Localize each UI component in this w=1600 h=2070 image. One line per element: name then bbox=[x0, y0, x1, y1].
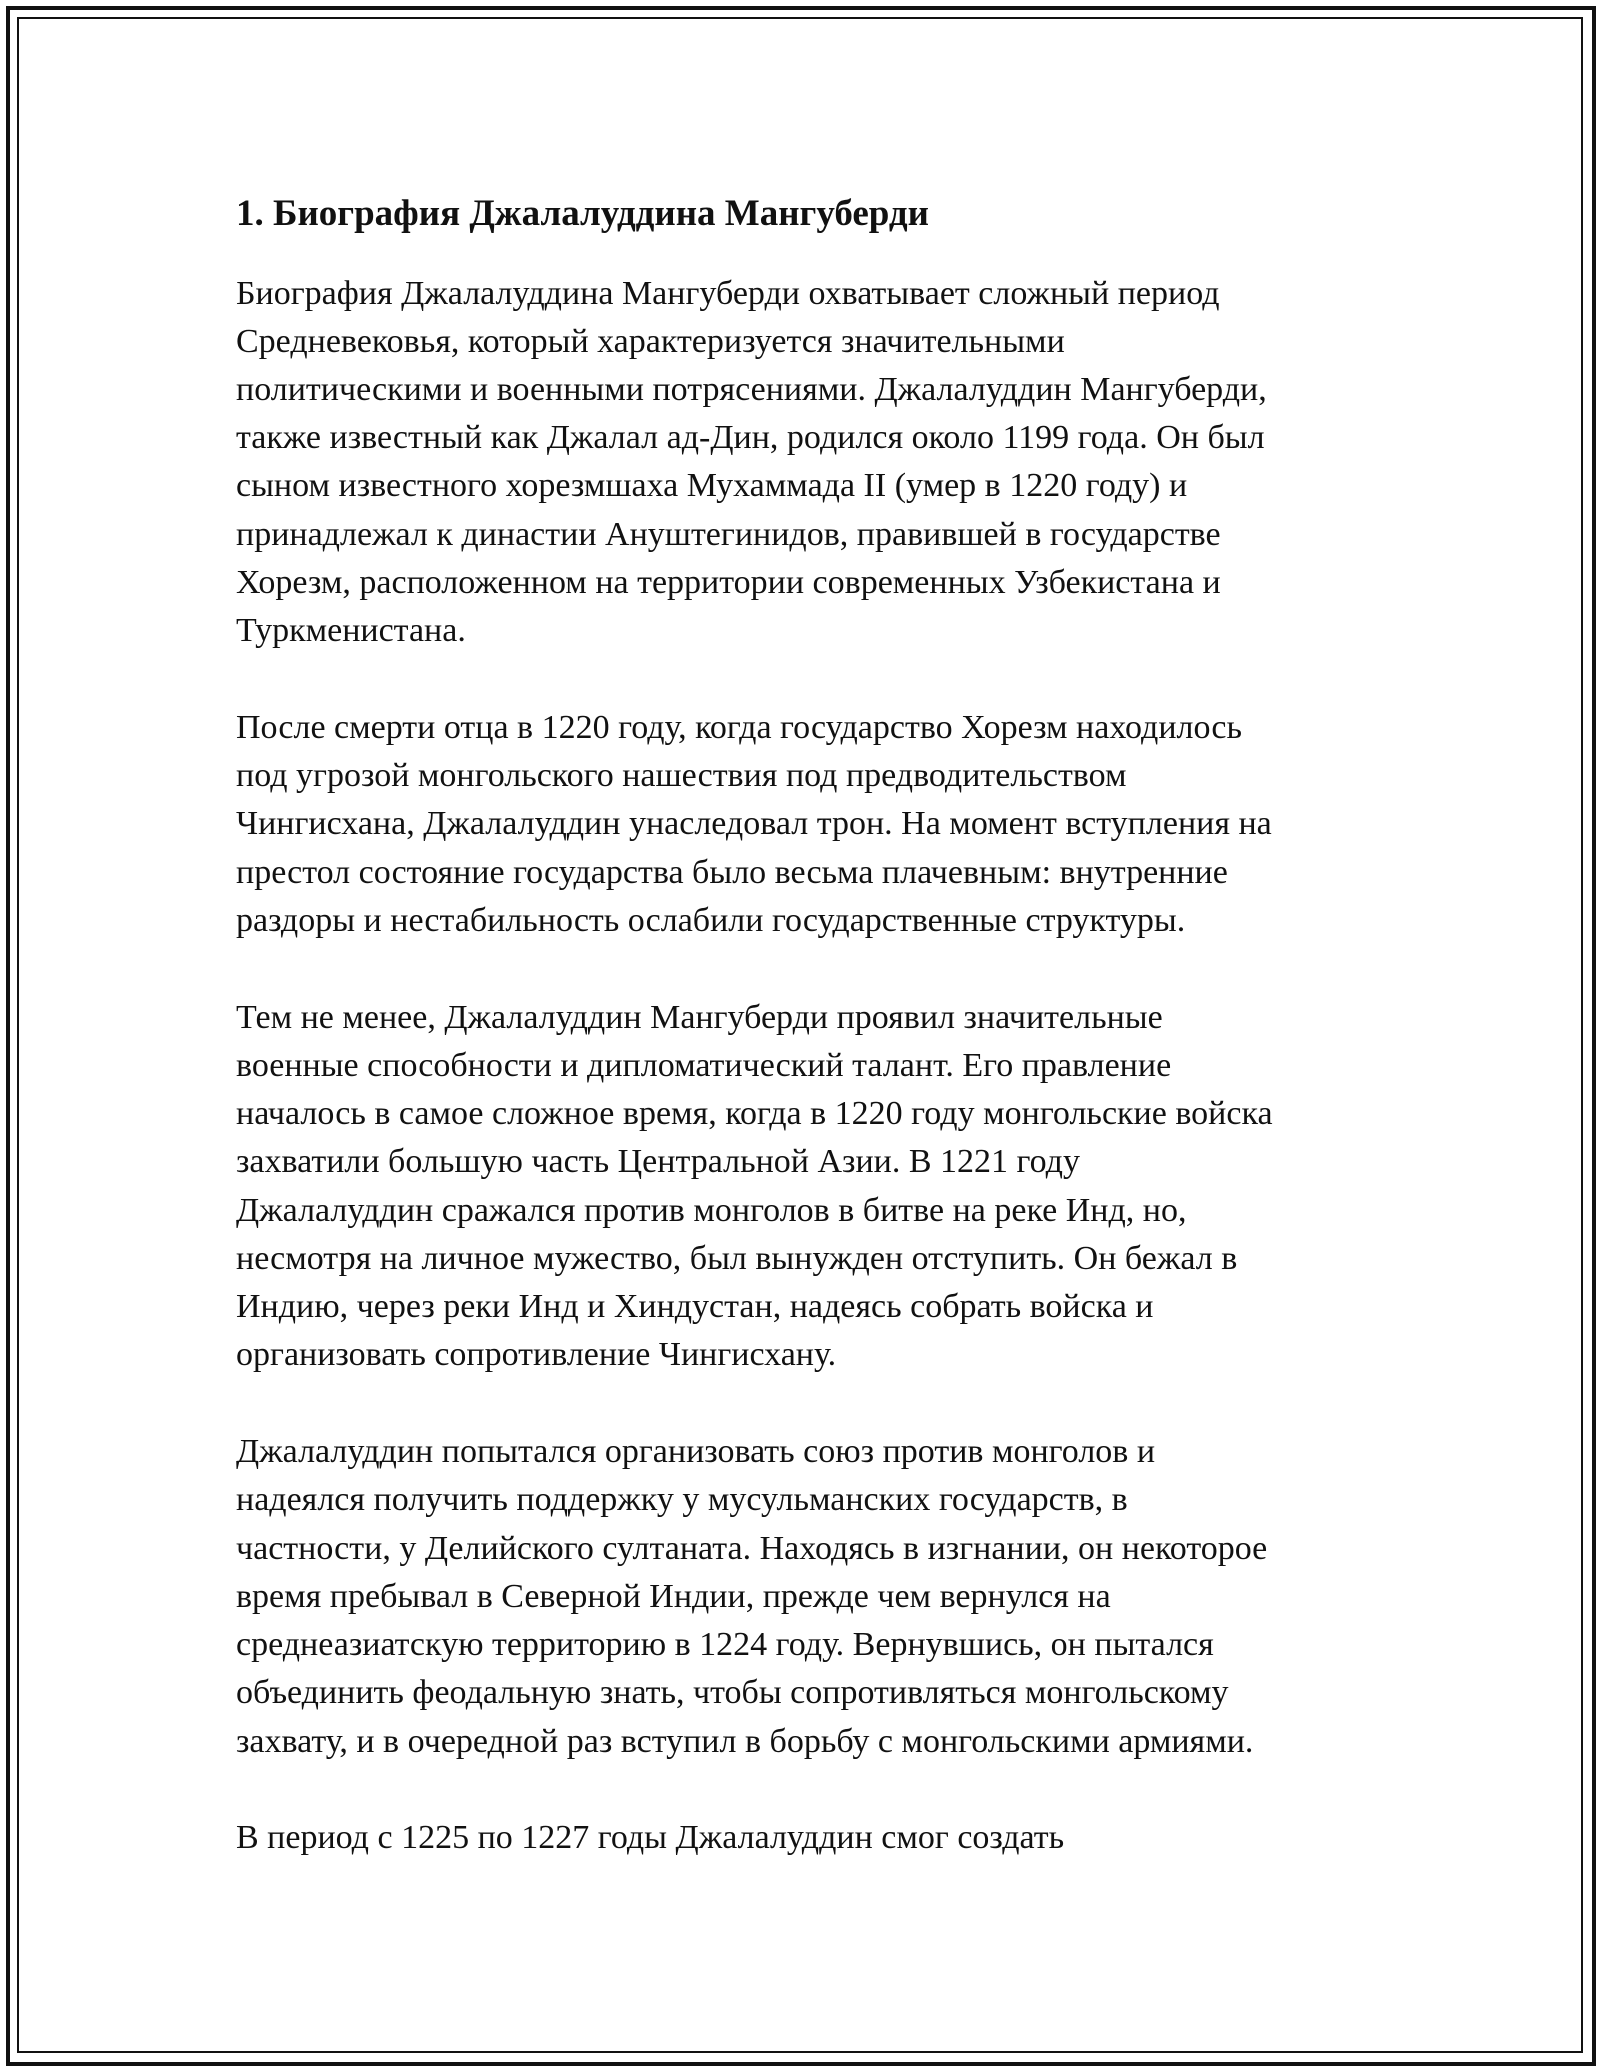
paragraph-3-line: военные способности и дипломатический талант. Его правление bbox=[236, 1047, 1172, 1084]
paragraph-1-line: сыном известного хорезмшаха Мухаммада II (умер в 1220 году) и bbox=[236, 467, 1188, 504]
paragraph-1-line: Средневековья, который характеризуется значительными bbox=[236, 323, 1065, 360]
paragraph-3-line: захватили большую часть Центральной Азии. В 1221 году bbox=[236, 1143, 1080, 1180]
paragraph-1-line: принадлежал к династии Ануштегинидов, правившей в государстве bbox=[236, 516, 1221, 553]
paragraph-3-line: Тем не менее, Джалалуддин Мангуберди проявил значительные bbox=[236, 999, 1163, 1036]
paragraph-5-line: В период с 1225 по 1227 годы Джалалуддин смог создать bbox=[236, 1819, 1065, 1856]
paragraph-3-line: Джалалуддин сражался против монголов в битве на реке Инд, но, bbox=[236, 1192, 1187, 1229]
paragraph-4-line: объединить феодальную знать, чтобы сопротивляться монгольскому bbox=[236, 1674, 1229, 1711]
paragraph-3-line: Индию, через реки Инд и Хиндустан, надеясь собрать войска и bbox=[236, 1288, 1154, 1325]
paragraph-2-line: престол состояние государства было весьма плачевным: внутренние bbox=[236, 854, 1228, 891]
paragraph-3-line: началось в самое сложное время, когда в 1220 году монгольские войска bbox=[236, 1095, 1273, 1132]
paragraph-4-line: частности, у Делийского султаната. Находясь в изгнании, он некоторое bbox=[236, 1530, 1268, 1567]
paragraph-4-line: захвату, и в очередной раз вступил в борьбу с монгольскими армиями. bbox=[236, 1723, 1254, 1760]
paragraph-1-line: Биография Джалалуддина Мангуберди охватывает сложный период bbox=[236, 275, 1220, 312]
paragraph-3-line: организовать сопротивление Чингисхану. bbox=[236, 1336, 837, 1373]
paragraph-4-line: время пребывал в Северной Индии, прежде чем вернулся на bbox=[236, 1578, 1111, 1615]
paragraph-4-line: среднеазиатскую территорию в 1224 году. Вернувшись, он пытался bbox=[236, 1626, 1214, 1663]
paragraph-1-line: также известный как Джалал ад-Дин, родился около 1199 года. Он был bbox=[236, 419, 1265, 456]
section-heading: 1. Биография Джалалуддина Мангуберди bbox=[236, 193, 929, 234]
paragraph-3-line: несмотря на личное мужество, был вынужден отступить. Он бежал в bbox=[236, 1240, 1238, 1277]
paragraph-4-line: надеялся получить поддержку у мусульманских государств, в bbox=[236, 1481, 1128, 1518]
paragraph-2-line: Чингисхана, Джалалуддин унаследовал трон. На момент вступления на bbox=[236, 805, 1272, 842]
paragraph-2-line: раздоры и нестабильность ослабили государственные структуры. bbox=[236, 902, 1186, 939]
paragraph-2-line: После смерти отца в 1220 году, когда государство Хорезм находилось bbox=[236, 709, 1242, 746]
paragraph-1-line: политическими и военными потрясениями. Джалалуддин Мангуберди, bbox=[236, 371, 1267, 408]
paragraph-4-line: Джалалуддин попытался организовать союз против монголов и bbox=[236, 1433, 1156, 1470]
paragraph-1-line: Туркменистана. bbox=[236, 612, 466, 649]
paragraph-1-line: Хорезм, расположенном на территории современных Узбекистана и bbox=[236, 564, 1221, 601]
paragraph-2-line: под угрозой монгольского нашествия под предводительством bbox=[236, 757, 1127, 794]
